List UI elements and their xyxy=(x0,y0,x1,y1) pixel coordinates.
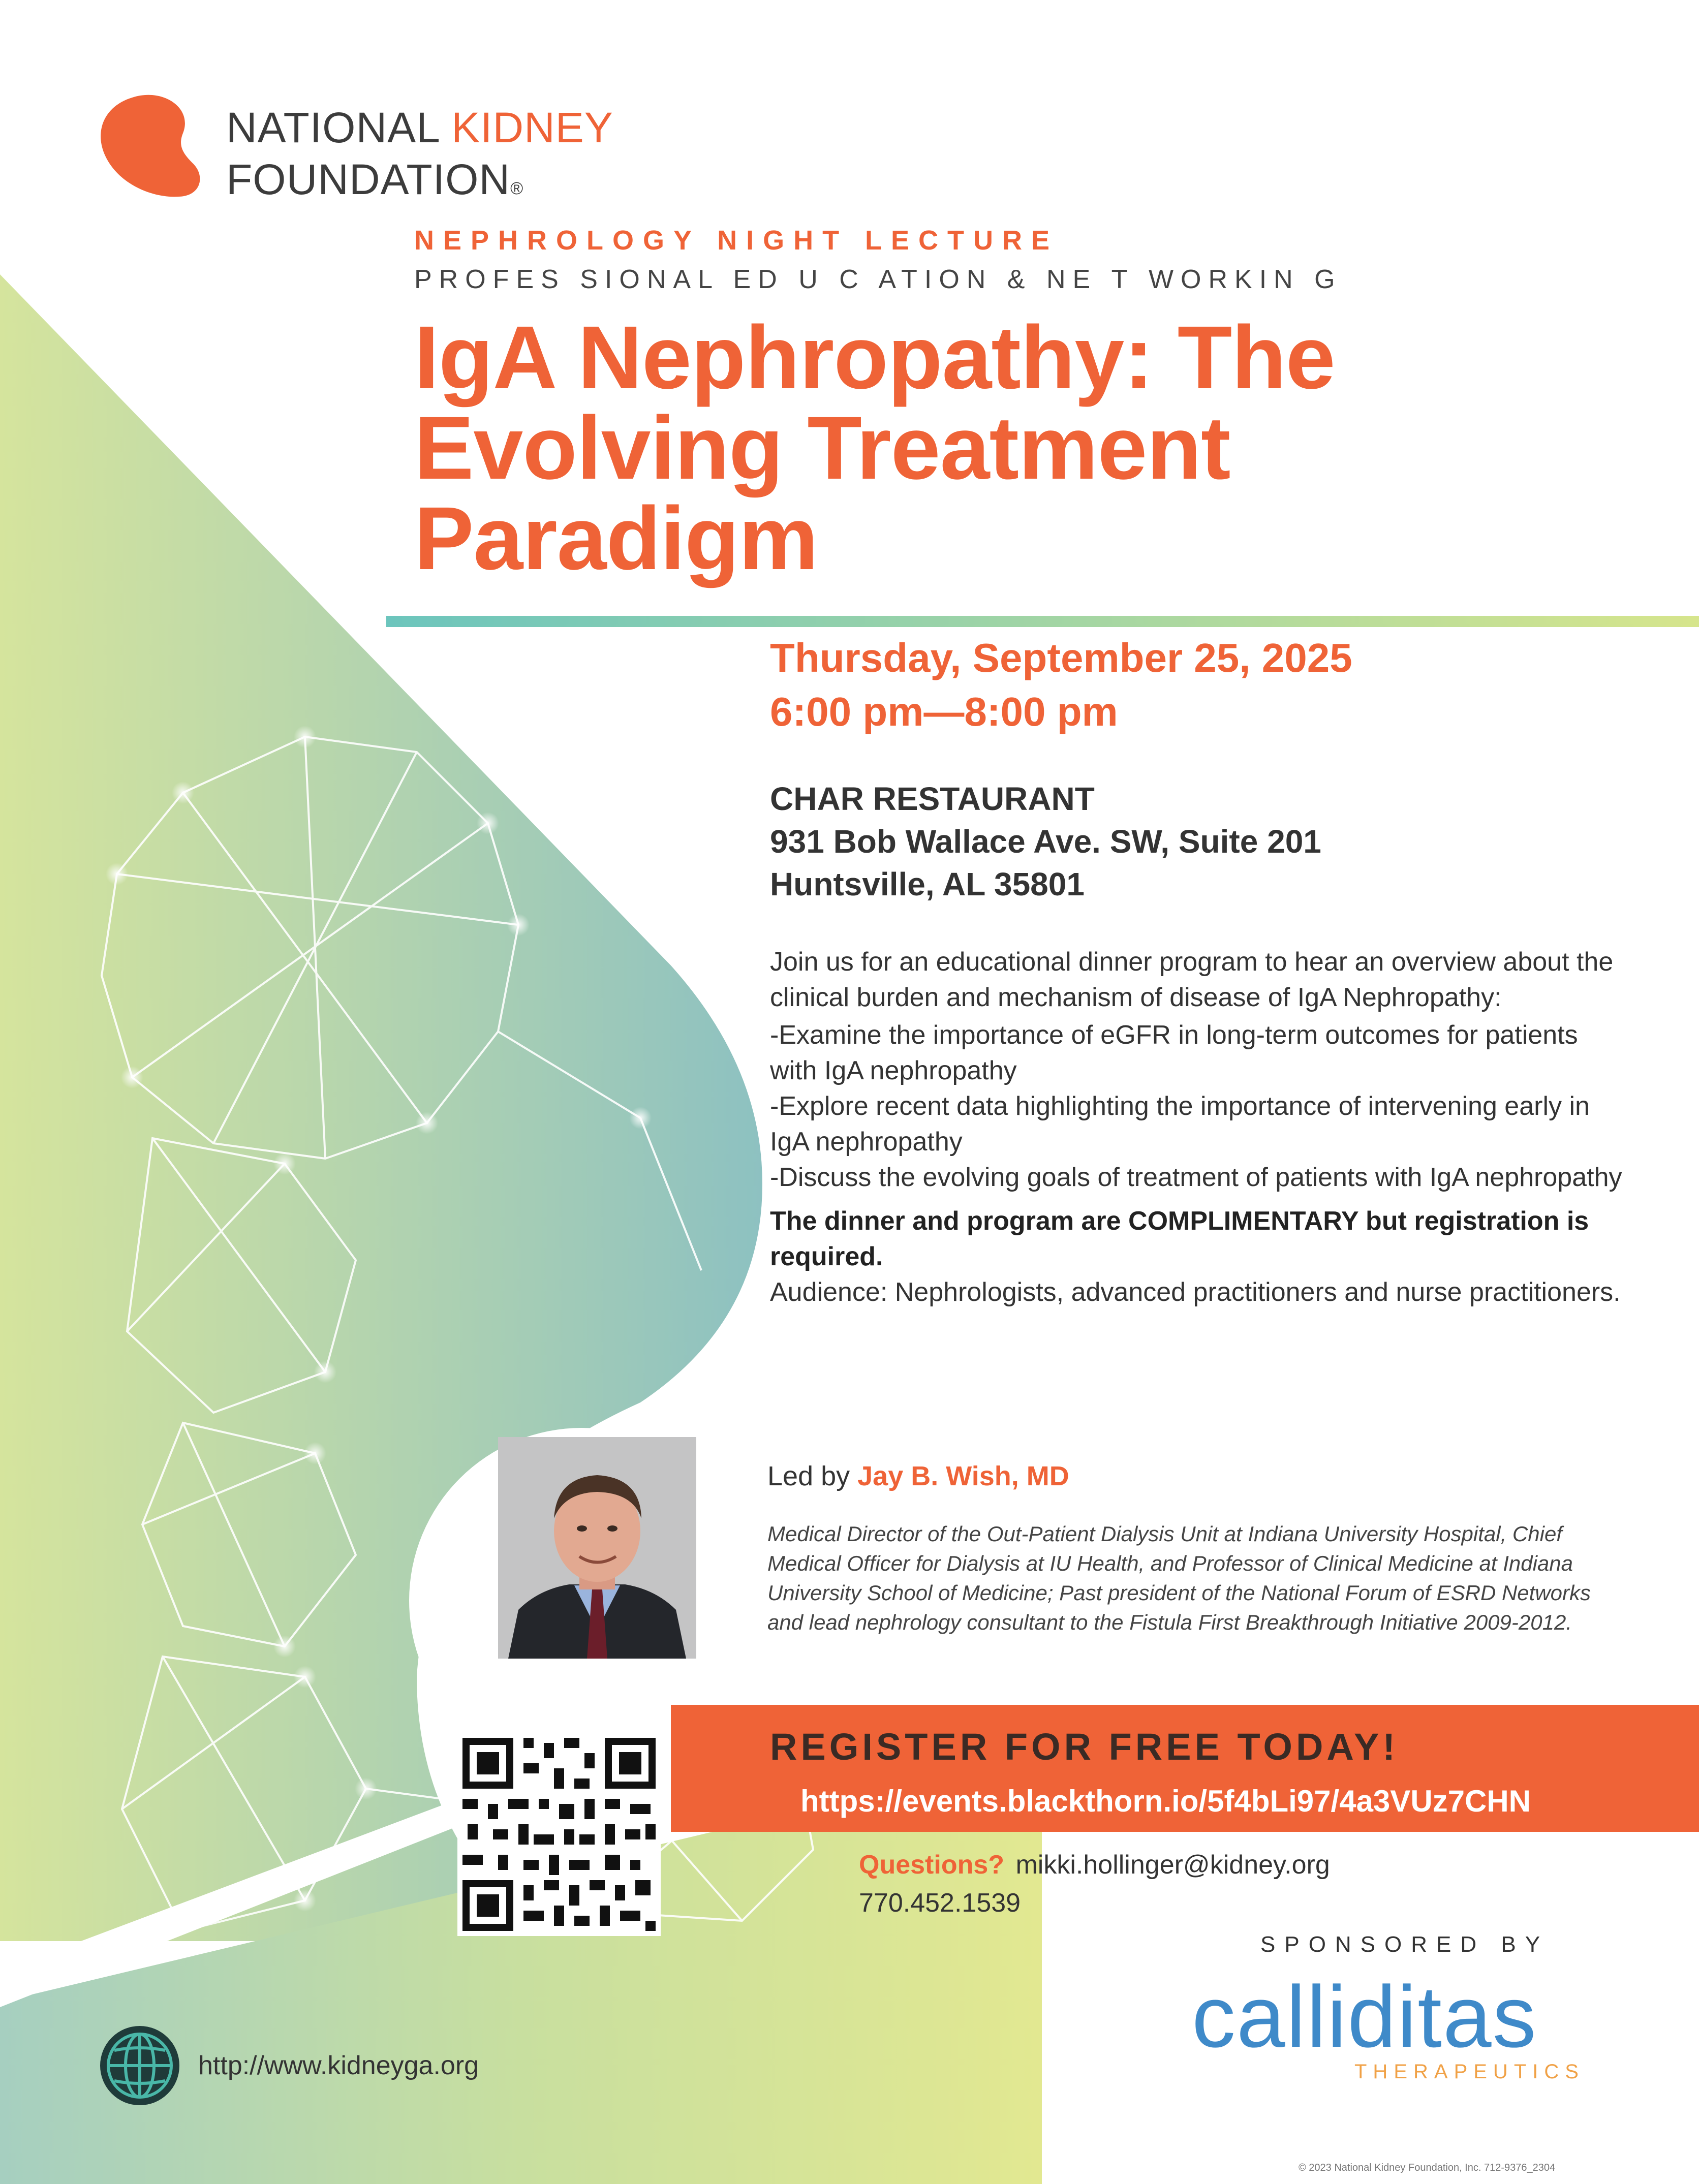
venue-address-line1: 931 Bob Wallace Ave. SW, Suite 201 xyxy=(770,823,1321,860)
globe-icon xyxy=(99,2025,180,2106)
copyright-notice: © 2023 National Kidney Foundation, Inc. 712-9376_2304 xyxy=(1299,2162,1556,2173)
questions-label: Questions? xyxy=(859,1850,1005,1880)
title-line: Evolving Treatment xyxy=(414,398,1230,498)
logo-foundation: FOUNDATION xyxy=(226,155,511,203)
venue-name: CHAR RESTAURANT xyxy=(770,781,1095,817)
speaker-photo xyxy=(498,1437,696,1659)
sponsor-logo-name: calliditas xyxy=(1192,1968,1537,2066)
website-link[interactable]: http://www.kidneyga.org xyxy=(198,2051,479,2080)
logo-kidney: KIDNEY xyxy=(451,104,613,151)
register-heading: REGISTER FOR FREE TODAY! xyxy=(770,1726,1399,1768)
speaker-heading xyxy=(767,1458,1069,1494)
qr-code[interactable] xyxy=(457,1733,661,1936)
title-line: IgA Nephropathy: The xyxy=(414,308,1335,408)
description-bullet: -Discuss the evolving goals of treatment of patients with IgA nephropathy xyxy=(770,1163,1622,1192)
description-intro: Join us for an educational dinner program to hear an overview about the clinical burden and mechanism of disease of IgA Nephropathy: xyxy=(770,947,1614,1012)
complimentary-note: The dinner and program are COMPLIMENTARY but registration is required. xyxy=(770,1206,1589,1271)
register-link[interactable]: https://events.blackthorn.io/5f4bLi97/4a3VUz7CHN xyxy=(800,1784,1531,1818)
event-series-label: NEPHROLOGY NIGHT LECTURE xyxy=(414,225,1059,256)
event-time: 6:00 pm—8:00 pm xyxy=(770,689,1118,734)
venue-address-line2: Huntsville, AL 35801 xyxy=(770,866,1085,902)
contact-line xyxy=(859,1850,1330,1880)
contact-email[interactable]: mikki.hollinger@kidney.org xyxy=(1015,1850,1330,1880)
description-bullet: -Explore recent data highlighting the importance of intervening early in IgA nephropathy xyxy=(770,1091,1590,1157)
logo-wordmark xyxy=(226,102,613,214)
speaker-bio: Medical Director of the Out-Patient Dialysis Unit at Indiana University Hospital, Chief Medical Officer for Dialysis at IU Health, and Professor of Clinical Medicine at Indiana University School of Medicine; Past president of the National Forum of ESRD Networks and lead nephrology consultant to the Fistula First Breakthrough Initiative 2009-2012. xyxy=(767,1522,1591,1634)
event-date: Thursday, September 25, 2025 xyxy=(770,635,1352,680)
description-block xyxy=(770,944,1629,1310)
sponsor-logo-tagline: THERAPEUTICS xyxy=(1354,2061,1585,2083)
event-date-time xyxy=(770,631,1352,739)
title-line: Paradigm xyxy=(414,489,818,588)
contact-phone: 770.452.1539 xyxy=(859,1888,1021,1918)
sponsored-by-label: SPONSORED BY xyxy=(1260,1932,1550,1957)
description-bullet: -Examine the importance of eGFR in long-term outcomes for patients with IgA nephropathy xyxy=(770,1020,1578,1085)
venue-block xyxy=(770,777,1321,906)
audience-note: Audience: Nephrologists, advanced practitioners and nurse practitioners. xyxy=(770,1277,1621,1307)
kidney-logo-icon xyxy=(97,92,208,199)
logo-national: NATIONAL xyxy=(226,104,452,151)
event-subtitle: PROFES SIONAL ED U C ATION & NE T WORKIN G xyxy=(414,265,1342,294)
logo-registered: ® xyxy=(510,179,524,198)
speaker-name: Jay B. Wish, MD xyxy=(857,1461,1069,1491)
page-title xyxy=(414,308,1335,588)
led-by-label: Led by xyxy=(767,1461,858,1491)
